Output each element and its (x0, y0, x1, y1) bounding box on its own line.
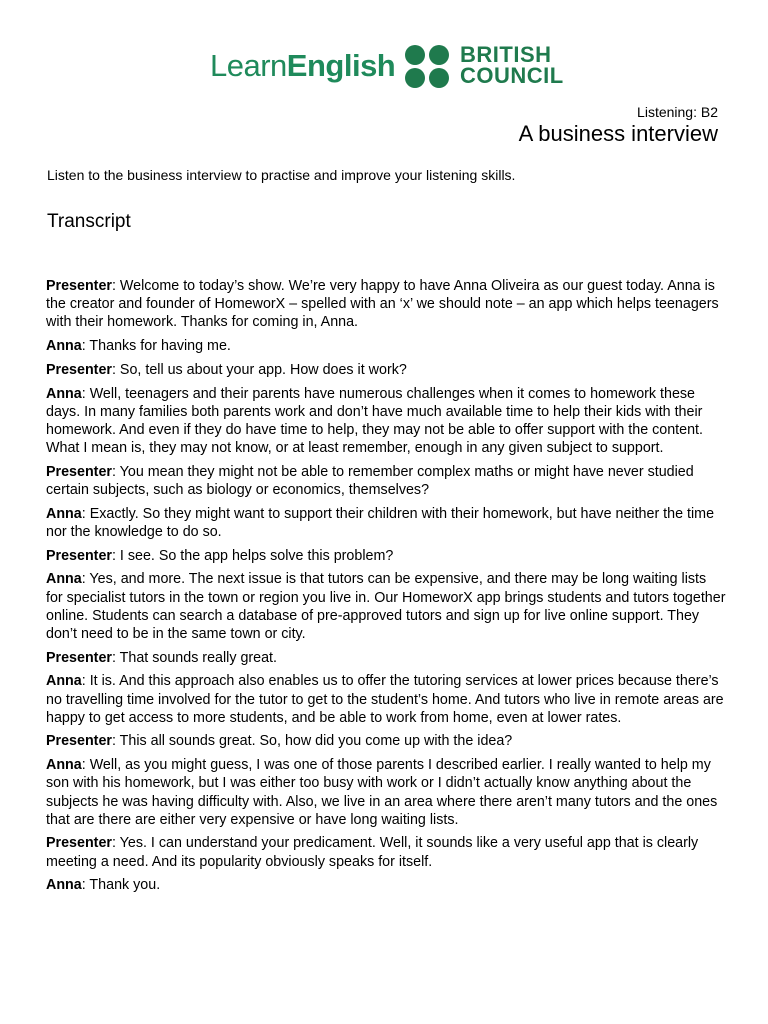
learnenglish-logo (210, 46, 395, 86)
transcript-turn (46, 505, 726, 541)
speaker-name: Anna (46, 877, 82, 894)
speaker-name: Presenter (46, 278, 112, 294)
british-council-logo-text (460, 44, 564, 86)
transcript-turn (46, 672, 726, 727)
speaker-name: Presenter (46, 463, 112, 480)
speaker-name: Presenter (46, 547, 112, 564)
turn-text: : It is. And this approach also enables us to offer the tutoring services at lower prices because there’s no travelling time involved for the tutor to get to the student’s home. And tutors who live in remote areas are happy to get access to more students, and be able to work from home, even at lower rates. (46, 673, 724, 726)
turn-text: : Thanks for having me. (81, 338, 231, 355)
transcript-turn (46, 876, 726, 894)
turn-text: : This all sounds great. So, how did you come up with the idea? (111, 733, 513, 750)
speaker-name: Anna (46, 385, 82, 402)
level-label: Listening: B2 (637, 104, 718, 120)
turn-text: : Yes, and more. The next issue is that tutors can be expensive, and there may be long waiting lists for specialist tutors in the town or region you live in. Our HomeworX app brings students and tutors together online. Students can search a database of pre-approved tutors and sign up for live online support. They don’t need to be in the same town or city. (46, 571, 726, 642)
transcript-turn (46, 756, 726, 829)
transcript-turn (46, 277, 726, 332)
transcript-turn (46, 649, 726, 667)
speaker-name: Anna (46, 757, 82, 774)
turn-text: : Well, as you might guess, I was one of those parents I described earlier. I really wanted to help my son with his homework, but I was either too busy with work or I didn’t actually know anything about the subjects he was having difficulty with. Also, we live in an area where there aren’t many tutors and the ones that are there are either very expensive or have long waiting lists. (46, 757, 718, 828)
transcript-turn (46, 732, 726, 750)
speaker-name: Presenter (46, 733, 112, 750)
section-title: Transcript (47, 211, 131, 232)
turn-text: : So, tell us about your app. How does it work? (111, 361, 407, 378)
bc-line1: BRITISH (460, 42, 552, 67)
bc-line2: COUNCIL (460, 63, 564, 88)
turn-text: : Well, teenagers and their parents have numerous challenges when it comes to homework these days. In many families both parents work and don’t have much available time to help their kids with their homework. And even if they do have time to help, they may not be able to offer support with the content. What I mean is, they may not know, or at least remember, enough in any given subject to support. (46, 385, 703, 457)
speaker-name: Anna (46, 338, 82, 355)
transcript-turn (46, 547, 726, 565)
page-header (0, 0, 768, 100)
speaker-name: Anna (46, 571, 82, 588)
transcript-turn (46, 385, 726, 458)
page-title: A business interview (518, 121, 718, 146)
speaker-name: Presenter (46, 649, 112, 666)
transcript-turn (46, 570, 726, 643)
british-council-dots-icon (404, 44, 452, 90)
turn-text: : Welcome to today’s show. We’re very happy to have Anna Oliveira as our guest today. Anna is the creator and founder of HomeworX – spelled with an ‘x’ we should note – an app which helps teenagers with their homework. Thanks for coming in, Anna. (46, 278, 719, 331)
speaker-name: Presenter (46, 835, 112, 852)
speaker-name: Anna (46, 673, 82, 690)
turn-text: : I see. So the app helps solve this problem? (111, 547, 394, 564)
transcript-turn (46, 361, 726, 379)
logo-learn-text: Learn (210, 48, 287, 83)
turn-text: : Yes. I can understand your predicament. Well, it sounds like a very useful app that is clearly meeting a need. And its popularity obviously speaks for itself. (46, 835, 699, 870)
logo-english-text: English (286, 48, 396, 83)
transcript-turn (46, 834, 726, 870)
turn-text: : Thank you. (81, 877, 161, 894)
transcript (46, 277, 726, 900)
transcript-turn (46, 337, 726, 355)
transcript-turn (46, 463, 726, 499)
turn-text: : That sounds really great. (111, 649, 278, 666)
turn-text: : You mean they might not be able to remember complex maths or might have never studied certain subjects, such as biology or economics, themselves? (46, 463, 694, 499)
speaker-name: Anna (46, 505, 82, 522)
turn-text: : Exactly. So they might want to support their children with their homework, but have neither the time nor the knowledge to do so. (46, 505, 715, 540)
intro-text: Listen to the business interview to practise and improve your listening skills. (47, 167, 516, 183)
speaker-name: Presenter (46, 361, 112, 378)
